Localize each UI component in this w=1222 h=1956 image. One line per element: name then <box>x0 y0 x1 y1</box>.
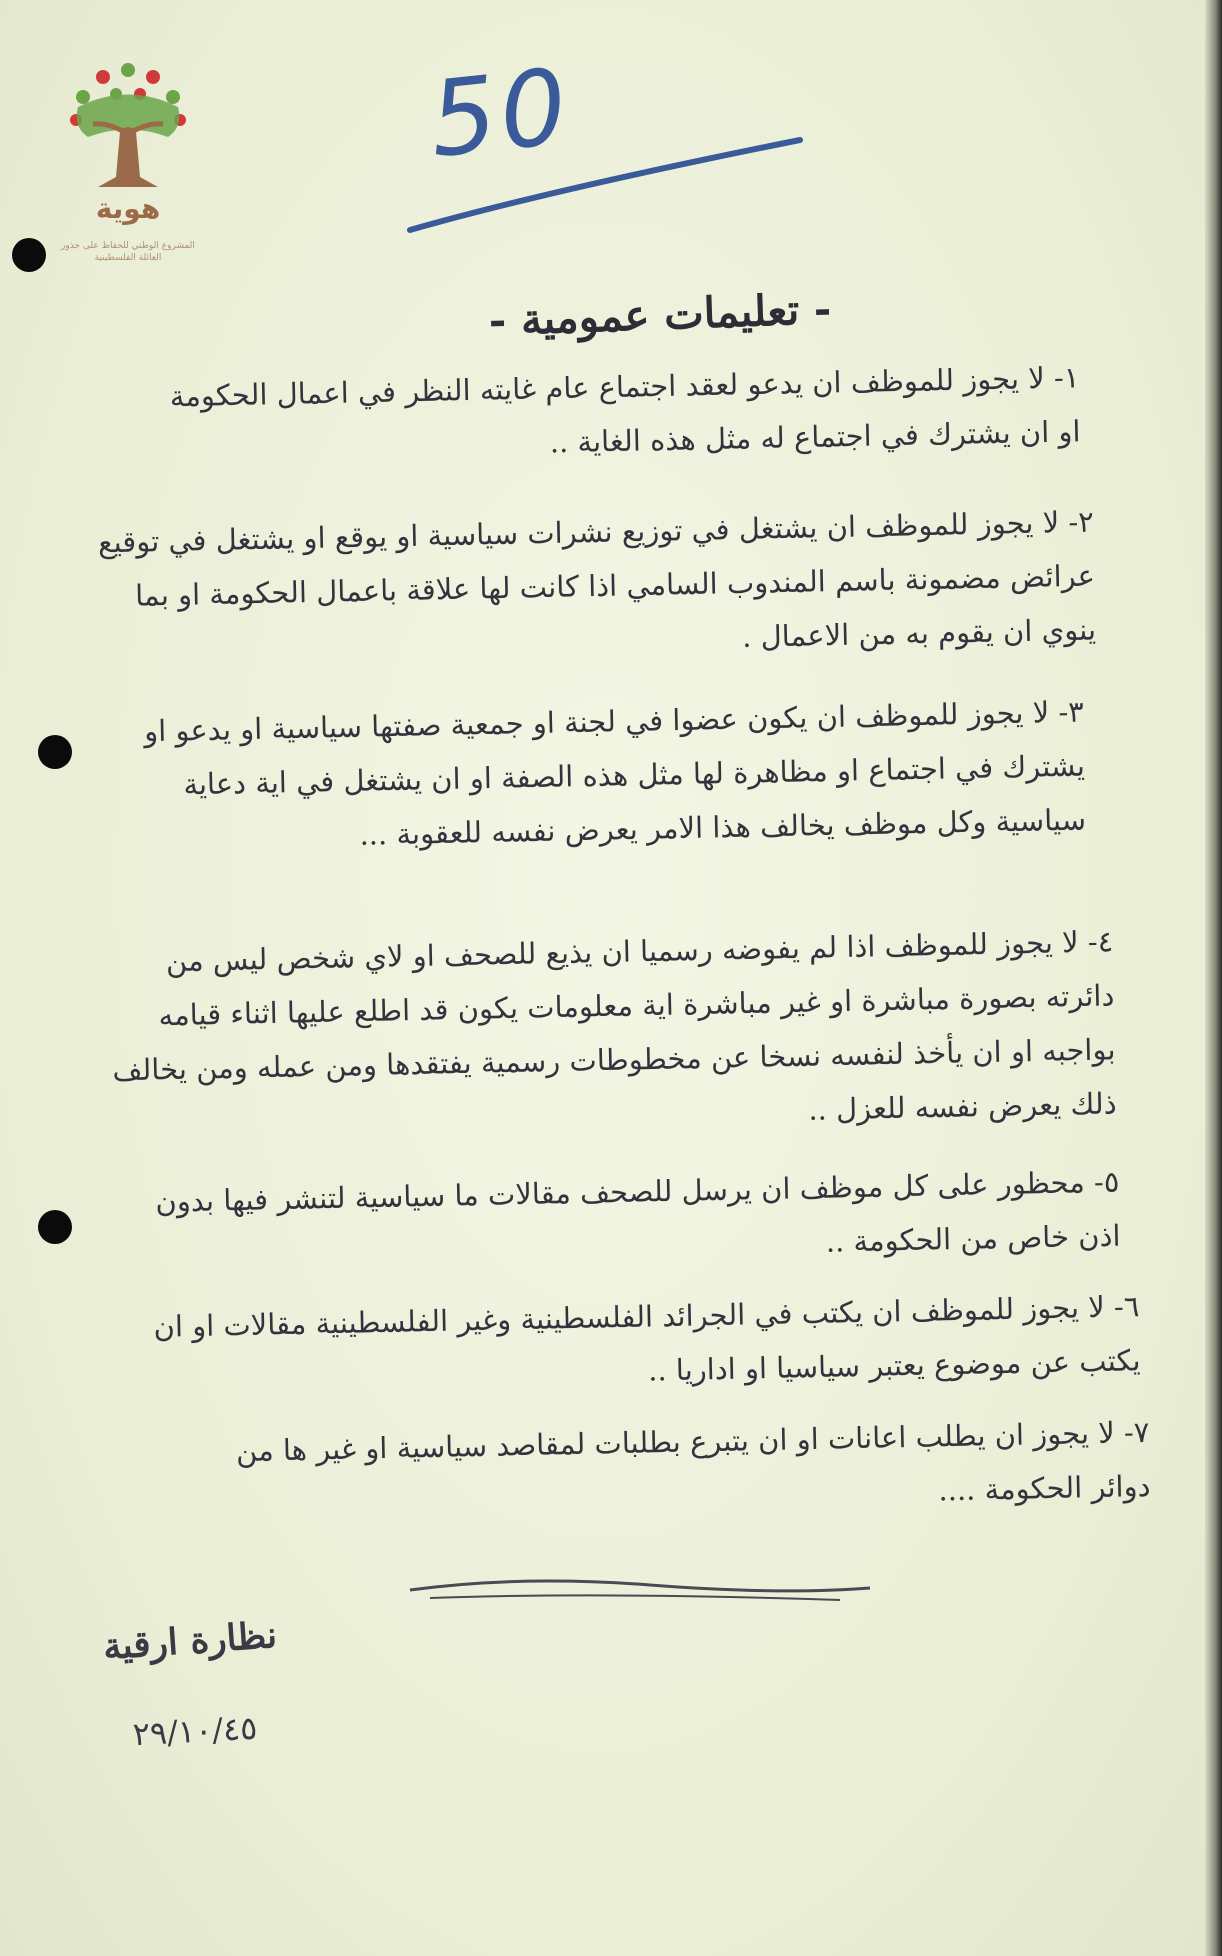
instruction-item-2: ٢- لا يجوز للموظف ان يشتغل في توزيع نشرات سياسية او يوقع او يشتغل في توقيع عرائض مضمونة باسم المندوب السامي اذا كانت لها علاقة باعمال الحكومة او بما ينوي ان يقوم به من الاعمال . <box>97 504 1097 654</box>
closing-rule <box>400 1570 880 1610</box>
instruction-item-6: ٦- لا يجوز للموظف ان يكتب في الجرائد الفلسطينية وغير الفلسطينية مقالات او ان يكتب عن موضوع يعتبر سياسيا او اداريا .. <box>153 1289 1141 1388</box>
signature-name: نظارة ارقية <box>101 1613 279 1669</box>
instruction-item-4: ٤- لا يجوز للموظف اذا لم يفوضه رسميا ان يذيع للصحف او لاي شخص ليس من دائرته بصورة مباشرة او غير مباشرة اية معلومات يكون قد اطلع عليها اثناء قيامه بواجبه او ان يأخذ لنفسه نسخا عن مخطوطات رسمية يفتقدها ومن عمله ومن يخالف ذلك يعرض نفسه للعزل .. <box>112 924 1117 1127</box>
instruction-item-3: ٣- لا يجوز للموظف ان يكون عضوا في لجنة او جمعية صفتها سياسية او يدعو او يشترك في اجتماع او مظاهرة لها مثل هذه الصفة او ان يشتغل في اية دعاية سياسية وكل موظف يخالف هذا الامر يعرض نفسه للعقوبة ... <box>143 694 1087 852</box>
punch-hole-top <box>12 238 46 272</box>
logo-name: هوية <box>95 192 161 225</box>
instruction-item-7: ٧- لا يجوز ان يطلب اعانات او ان يتبرع بطلبات لمقاصد سياسية او غير ها من دوائر الحكومة .... <box>235 1414 1151 1508</box>
instruction-item-1: ١- لا يجوز للموظف ان يدعو لعقد اجتماع عام غايته النظر في اعمال الحكومة او ان يشترك في اجتماع له مثل هذه الغاية .. <box>169 360 1081 460</box>
document-title: - تعليمات عمومية - <box>487 284 833 345</box>
archive-logo <box>58 52 198 276</box>
logo-tagline: المشروع الوطني للحفاظ على جذور العائلة الفلسطينية <box>61 241 195 263</box>
page-edge-shadow <box>1205 0 1222 1956</box>
instruction-item-5: ٥- محظور على كل موظف ان يرسل للصحف مقالات ما سياسية لتنشر فيها بدون اذن خاص من الحكومة .. <box>155 1164 1121 1259</box>
folio-underline <box>400 120 820 240</box>
tree-icon <box>58 52 198 192</box>
signature-date: ٢٩/١٠/٤٥ <box>131 1708 259 1754</box>
punch-hole-middle <box>38 735 72 769</box>
folio-number: 50 <box>424 44 577 182</box>
punch-hole-bottom <box>38 1210 72 1244</box>
